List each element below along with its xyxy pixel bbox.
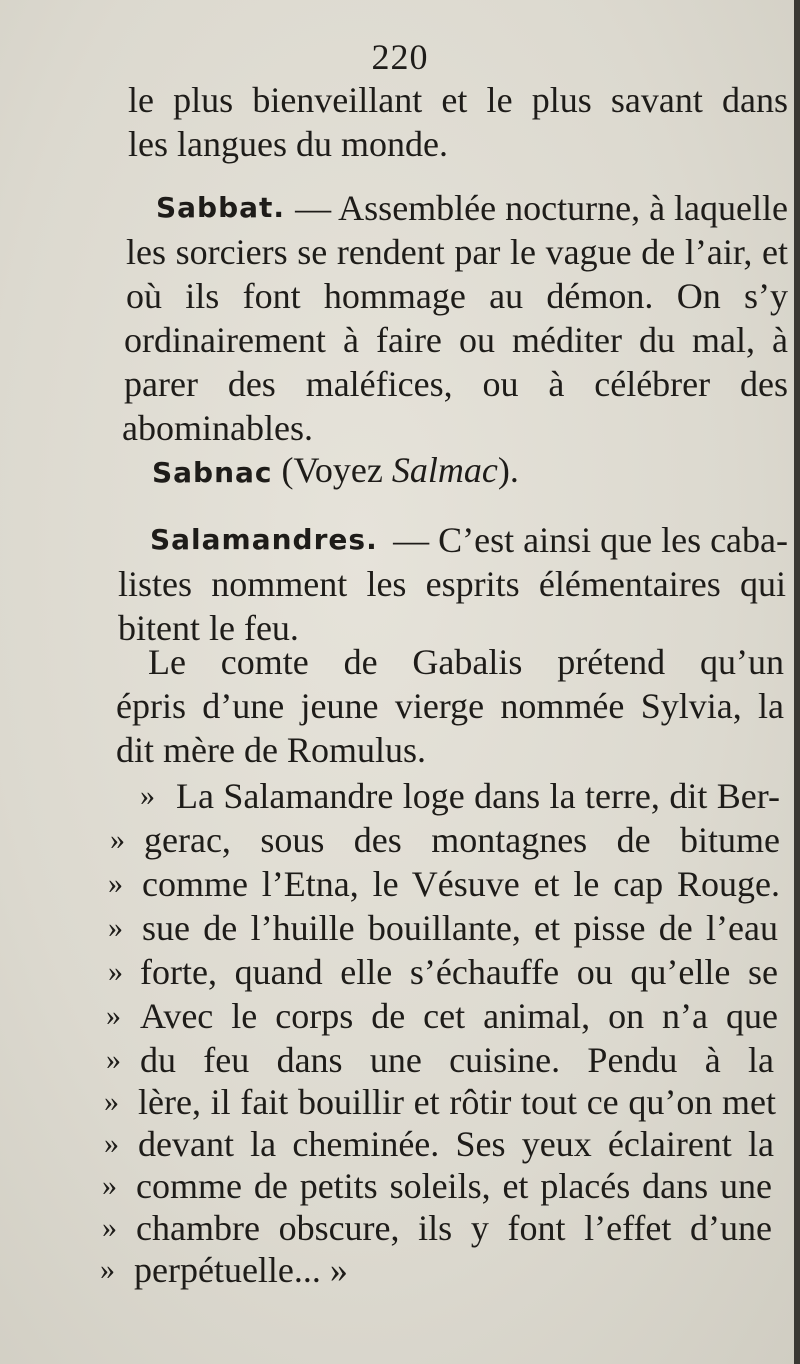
text-line: du feu dans une cuisine. Pendu à la <box>140 1040 774 1080</box>
text-line: La Salamandre loge dans la terre, dit Ber- <box>176 776 780 816</box>
entry-headword: Sabbat. <box>156 191 286 224</box>
entry-headword: Sabnac <box>152 456 273 489</box>
page-edge <box>794 0 800 1364</box>
text-line: listes nomment les esprits élémentaires qui <box>118 564 786 604</box>
text-line: abominables. <box>122 408 313 448</box>
text-line: — C’est ainsi que les caba- <box>393 520 788 560</box>
cross-reference: Salmac <box>391 450 498 490</box>
text-line: Le comte de Gabalis prétend qu’un <box>148 642 784 682</box>
entry-sabbat-first-line <box>156 186 788 230</box>
entry-headword: Salamandres. <box>150 523 378 556</box>
text-line: ). <box>497 450 519 490</box>
quote-mark: » <box>102 1169 117 1202</box>
text-line: les sorciers se rendent par le vague de l’air, et <box>126 232 788 272</box>
quote-mark: » <box>104 1085 119 1118</box>
page-number: 220 <box>371 37 429 77</box>
text-line: (Voyez <box>272 450 392 490</box>
quote-mark: » <box>108 867 123 900</box>
text-line: les langues du monde. <box>128 124 448 164</box>
text-line: perpétuelle... » <box>134 1250 348 1290</box>
quote-mark: » <box>106 1043 121 1076</box>
quote-mark: » <box>102 1211 117 1244</box>
text-line: parer des maléfices, ou à célébrer des <box>124 364 788 404</box>
text-line: forte, quand elle s’échauffe ou qu’elle se <box>140 952 778 992</box>
quote-mark: » <box>108 911 123 944</box>
text-line: épris d’une jeune vierge nommée Sylvia, la <box>116 686 784 726</box>
text-line: comme de petits soleils, et placés dans une <box>136 1166 772 1206</box>
text-line: comme l’Etna, le Vésuve et le cap Rouge. <box>142 864 780 904</box>
text-line: chambre obscure, ils y font l’effet d’une <box>136 1208 772 1248</box>
entry-sabnac <box>152 448 519 495</box>
text-line: Avec le corps de cet animal, on n’a que <box>140 996 778 1036</box>
entry-salamandres-first-line <box>150 518 788 562</box>
quote-mark: » <box>104 1127 119 1160</box>
text-line: — Assemblée nocturne, à laquelle <box>295 188 788 228</box>
text-line: lère, il fait bouillir et rôtir tout ce qu’on met <box>138 1082 776 1122</box>
text-line: le plus bienveillant et le plus savant dans <box>128 80 788 120</box>
text-line: ordinairement à faire ou méditer du mal, à <box>124 320 788 360</box>
text-line: devant la cheminée. Ses yeux éclairent la <box>138 1124 774 1164</box>
text-line: sue de l’huille bouillante, et pisse de l’eau <box>142 908 778 948</box>
quote-mark: » <box>140 779 155 812</box>
text-line: bitent le feu. <box>118 608 299 648</box>
quote-mark: » <box>100 1253 115 1286</box>
quote-mark: » <box>106 999 121 1032</box>
quote-mark: » <box>110 823 125 856</box>
quote-mark: » <box>108 955 123 988</box>
text-line: dit mère de Romulus. <box>116 730 426 770</box>
text-line: gerac, sous des montagnes de bitume <box>144 820 780 860</box>
text-line: où ils font hommage au démon. On s’y <box>126 276 788 316</box>
